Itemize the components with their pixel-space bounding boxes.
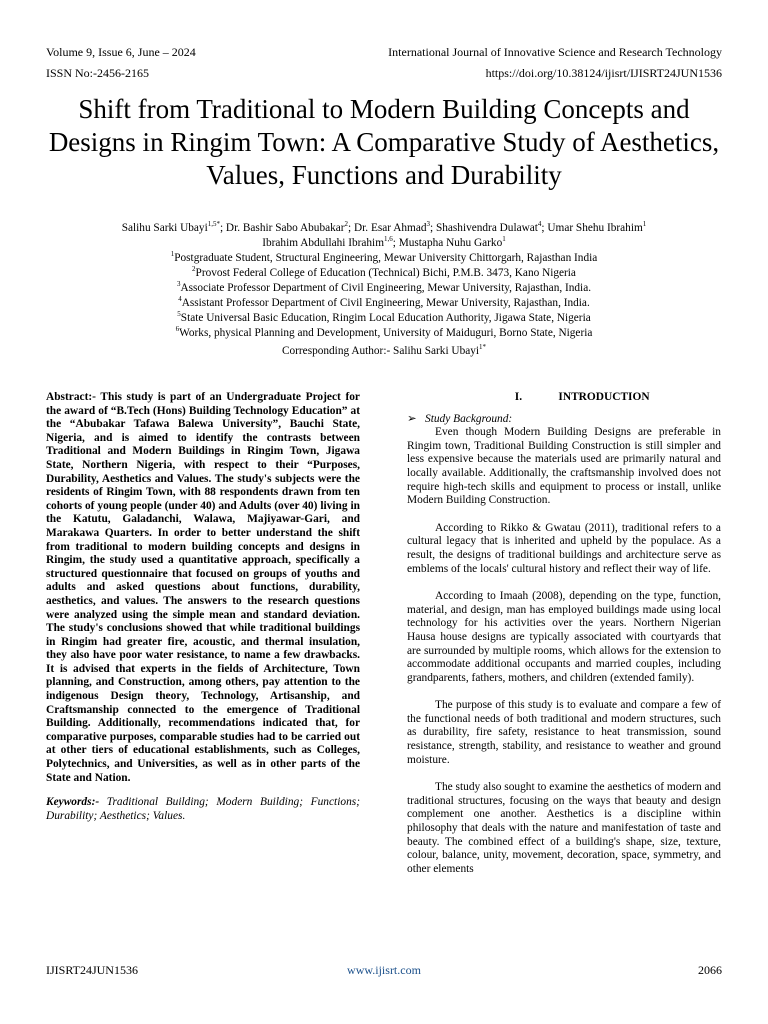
- affiliation-text: Assistant Professor Department of Civil Engineering, Mewar University, Rajasthan, India.: [181, 297, 590, 309]
- author-line-1: [40, 221, 728, 236]
- affiliation-sup: 3: [176, 280, 181, 289]
- arrow-bullet-icon: ➢: [407, 412, 417, 425]
- affiliation-sup: 6: [175, 325, 180, 334]
- author-sup: 1,6: [383, 235, 393, 244]
- volume-info: Volume 9, Issue 6, June – 2024: [46, 45, 196, 59]
- affiliation-text: Postgraduate Student, Structural Engineering, Mewar University Chittorgarh, Rajasthan India: [174, 252, 598, 264]
- author-sup: 1,5*: [207, 220, 220, 229]
- keywords: [46, 796, 360, 823]
- author-sup: 3: [426, 220, 430, 229]
- right-column: [407, 391, 721, 890]
- footer-code: IJISRT24JUN1536: [46, 963, 138, 977]
- footer-site-link[interactable]: www.ijisrt.com: [347, 963, 421, 977]
- affiliation-text: Provost Federal College of Education (Technical) Bichi, P.M.B. 3473, Kano Nigeria: [195, 267, 576, 279]
- author-name: ; Dr. Esar Ahmad: [348, 222, 427, 234]
- subsection-heading: [407, 413, 721, 427]
- author-sup: 1: [642, 220, 647, 229]
- affiliation: [40, 266, 728, 281]
- author-name: ; Dr. Bashir Sabo Abubakar: [219, 222, 345, 234]
- author-name: ; Umar Shehu Ibrahim: [541, 222, 643, 234]
- body-paragraph: The purpose of this study is to evaluate and compare a few of the functional needs of both traditional and modern structures, such as durability, fire safety, resistance to heat transmission, sound resistance, strength, stability, and resistance to weather and ground moisture.: [407, 699, 721, 766]
- affiliation-sup: 5: [177, 310, 181, 319]
- affiliation-text: State Universal Basic Education, Ringim Local Education Authority, Jigawa State, Nigeria: [180, 312, 591, 324]
- affiliation: [40, 251, 728, 266]
- keywords-label: Keywords:-: [46, 796, 100, 809]
- journal-name: International Journal of Innovative Science and Research Technology: [388, 45, 722, 59]
- affiliation: [40, 326, 728, 341]
- keywords-text: Traditional Building; Modern Building; Functions; Durability; Aesthetics; Values.: [46, 796, 360, 822]
- author-name: ; Shashivendra Dulawat: [430, 222, 538, 234]
- corresponding-text: Corresponding Author:- Salihu Sarki Ubayi: [281, 345, 480, 357]
- author-sup: 2: [344, 220, 349, 229]
- subsection-title: Study Background:: [425, 412, 513, 425]
- body-paragraph: The study also sought to examine the aesthetics of modern and traditional structures, focusing on the ways that beauty and design complement one another. Aesthetics is a discipline within philosophy that deals with the nature and manifestation of taste and beauty. The combined effect of a building's shape, size, texture, colour, balance, unity, movement, decoration, space, symmetry, and other elements: [407, 781, 721, 875]
- author-line-2: [40, 236, 728, 251]
- doi-link[interactable]: https://doi.org/10.38124/ijisrt/IJISRT24JUN1536: [485, 66, 722, 80]
- author-name: Ibrahim Abdullahi Ibrahim: [262, 237, 384, 249]
- affiliation-sup: 1: [170, 250, 175, 259]
- corresponding-author: [40, 345, 728, 357]
- author-sup: 1: [502, 235, 506, 244]
- affiliation: [40, 281, 728, 296]
- affiliation: [40, 311, 728, 326]
- corresponding-sup: 1*: [479, 343, 487, 352]
- body-paragraph: According to Rikko & Gwatau (2011), traditional refers to a cultural legacy that is inherited and upheld by the populace. As a result, the designs of traditional buildings and architecture serve as emblems of the locals' cultural history and reflect their way of life.: [407, 521, 721, 575]
- left-column: [46, 391, 360, 823]
- affiliation-text: Associate Professor Department of Civil Engineering, Mewar University, Rajasthan, India.: [180, 282, 592, 294]
- section-number: I.: [514, 391, 523, 403]
- author-name: Salihu Sarki Ubayi: [121, 222, 208, 234]
- issn: ISSN No:-2456-2165: [46, 66, 150, 80]
- section-heading: [407, 391, 721, 405]
- body-paragraph: Even though Modern Building Designs are preferable in Ringim town, Traditional Building Construction is still simpler and less expensive because the materials used are primarily natural and locally available. Additionally, the craftsmanship involved does not require high-tech skills and equipment to process or install, unlike Modern Building Construction.: [407, 426, 721, 507]
- affiliation: [40, 296, 728, 311]
- affiliation-sup: 4: [178, 295, 182, 304]
- affiliation-text: Works, physical Planning and Development, University of Maiduguri, Borno State, Nigeria: [179, 327, 593, 339]
- abstract: Abstract:- This study is part of an Undergraduate Project for the award of “B.Tech (Hons) Building Technology Education” at the “Abubakar Tafawa Balewa University”, Bauchi State, Nigeria, and is aimed to identify the contrasts between Traditional and Modern Buildings in Ringim Town, Jigawa State, Northern Nigeria, with respect to their “Purposes, Durability, Aesthetics and Values. The study's subjects were the residents of Ringim Town, with 88 respondents drawn from ten cohorts of young people (under 40) and Adults (over 40) living in the Katutu, Galadanchi, Walawa, Majiyawar-Gari, and Marakawa Quarters. In order to better understand the shift from traditional to modern building concepts and designs in Ringim, the study used a quantitative approach, specifically a structured questionnaire that focused on groups of youths and adults and asked questions about functions, durability, aesthetics, and values. The answers to the research questions were analyzed using the simple mean and standard deviation. The study's conclusions showed that while traditional buildings in Ringim had greater fire, acoustic, and thermal insulation, they also have poor water resistance, to name a few drawbacks. It is advised that experts in the fields of Architecture, Town planning, and Construction, among others, pay attention to the indigenous Design theory, Technology, Artisanship, and Craftsmanship connected to the emergence of Traditional Building. Additionally, recommendations indicated that, for comparative purposes, comparable studies had to be carried out at other tiers of educational establishments, such as Colleges, Polytechnics, and Universities, as well as in other parts of the State and Nation.: [46, 391, 360, 784]
- section-title: INTRODUCTION: [558, 391, 650, 403]
- page-number: 2066: [698, 963, 722, 977]
- affiliation-sup: 2: [192, 265, 196, 274]
- body-paragraph: According to Imaah (2008), depending on the type, function, material, and design, man has employed buildings made using local technology for his activities over the years. Northern Nigerian Hausa house designs are typically associated with courtyards that are surrounded by multiple rooms, which allows for the extension to accommodate additional occupants and married couples, including grandparents, fathers, mothers, and children (extended family).: [407, 590, 721, 684]
- author-name: ; Mustapha Nuhu Garko: [392, 237, 503, 249]
- paper-title: Shift from Traditional to Modern Building Concepts and Designs in Ringim Town: A Comparative Study of Aesthetics, Values, Functions and Durability: [48, 94, 720, 190]
- author-sup: 4: [537, 220, 542, 229]
- author-block: [40, 221, 728, 341]
